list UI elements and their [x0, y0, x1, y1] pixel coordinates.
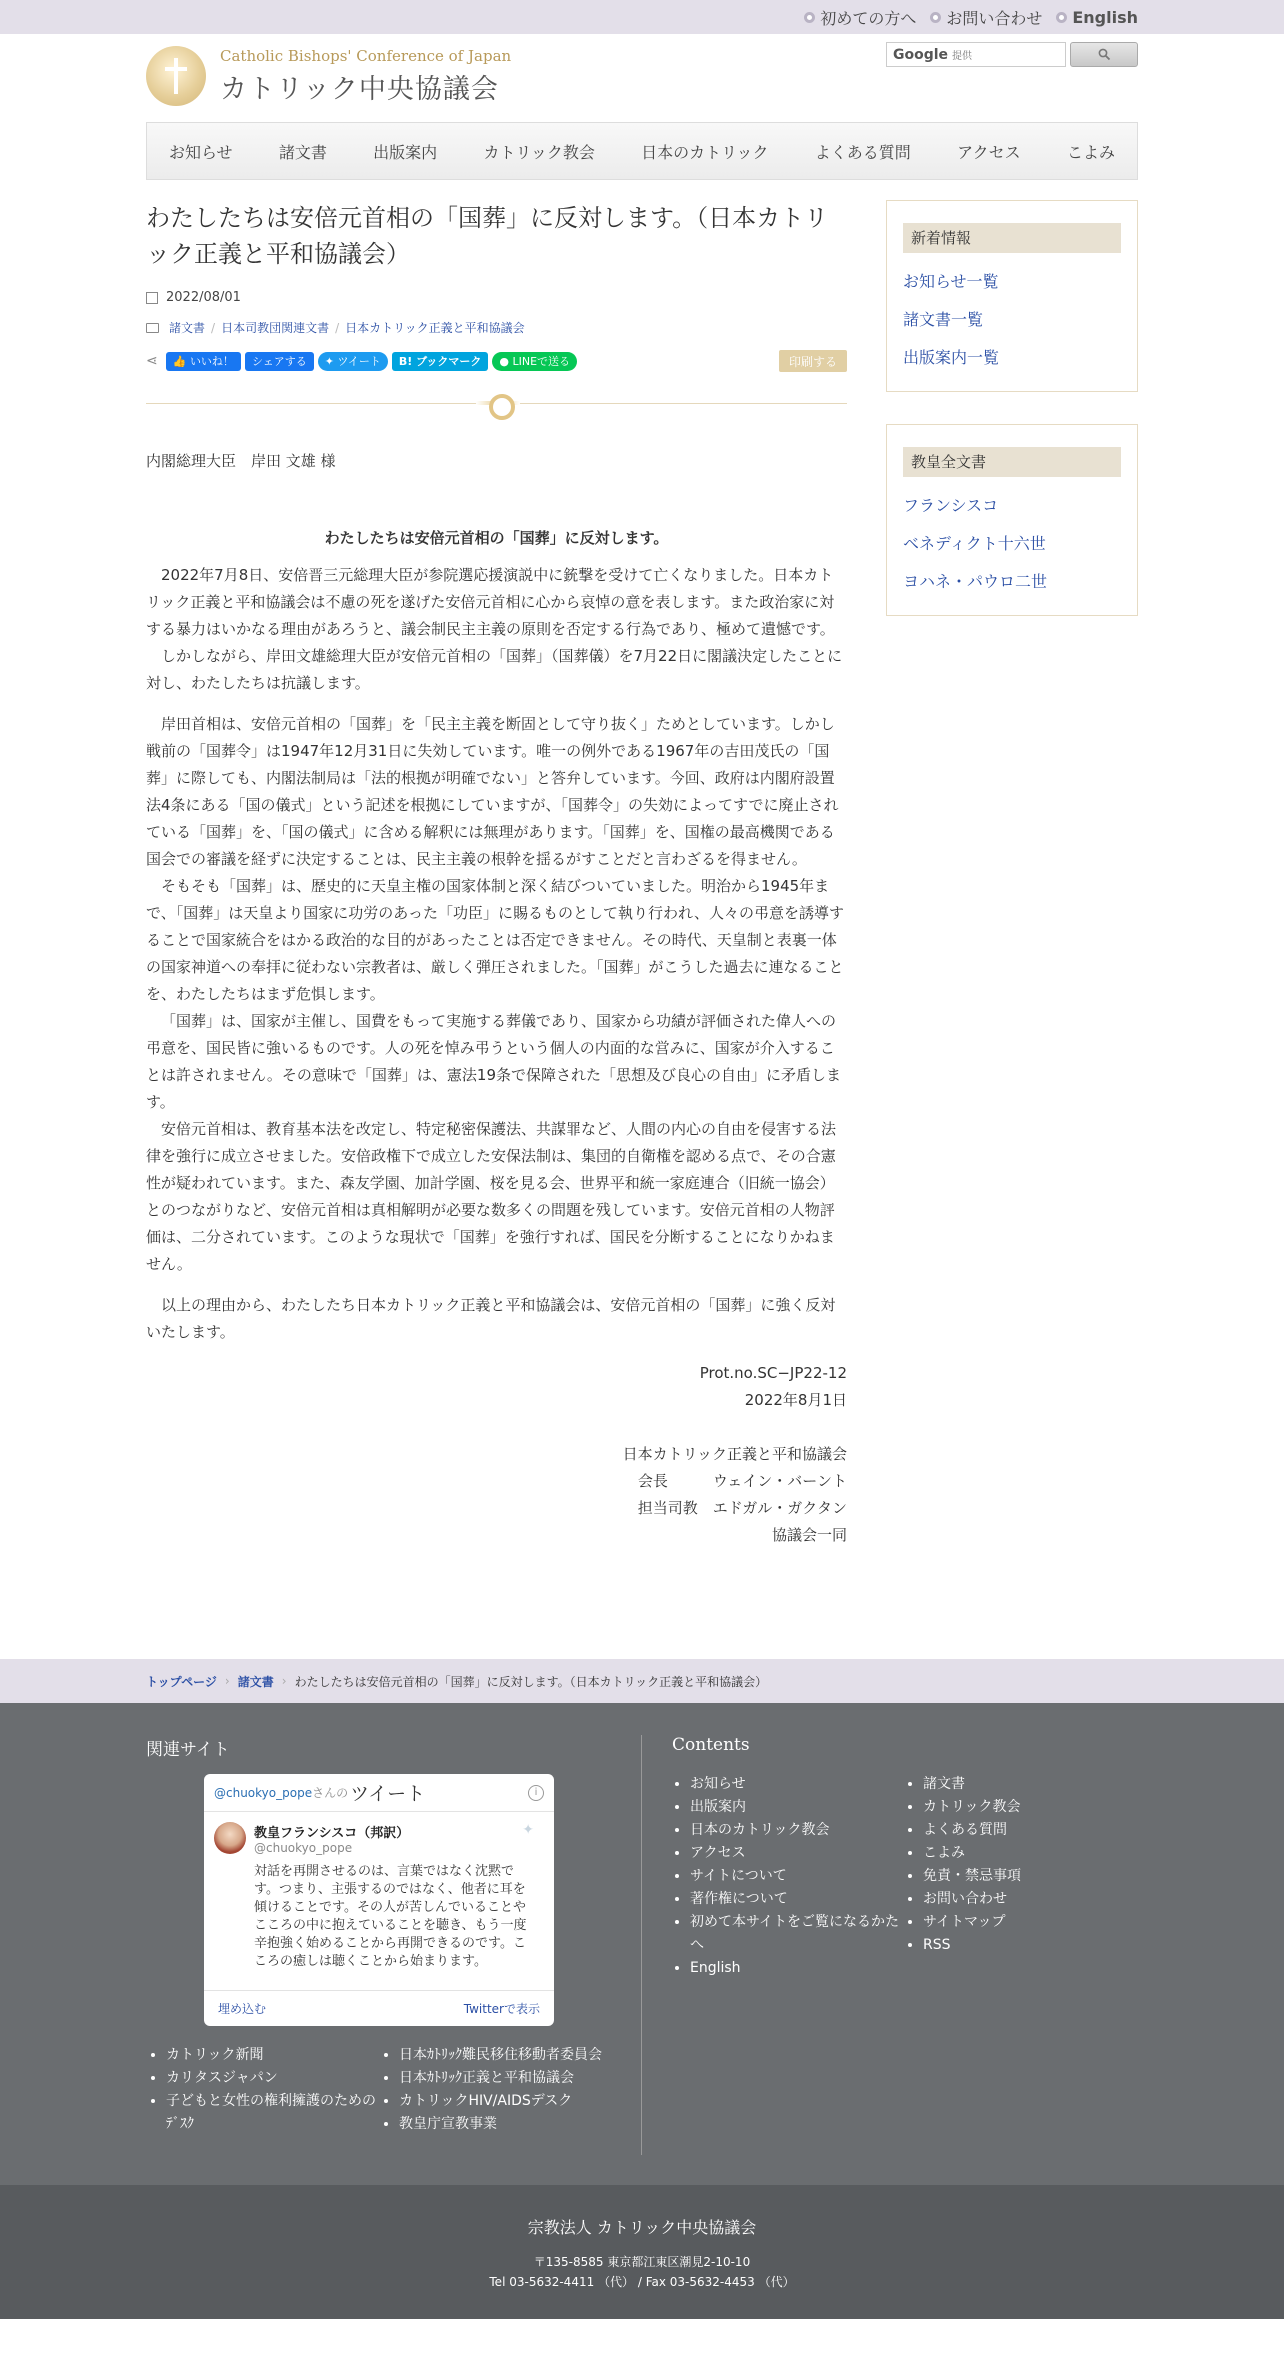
nav-calendar[interactable]: こよみ	[1066, 142, 1115, 162]
addressee: 内閣総理大臣 岸田 文雄 様	[146, 452, 336, 470]
bullet-icon	[930, 12, 941, 23]
logo-english-name: Catholic Bishops' Conference of Japan	[220, 46, 512, 65]
footer-link[interactable]: 諸文書	[923, 1776, 965, 1792]
tweet-text: 対話を再開させるのは、言葉ではなく沈黙です。つまり、主張するのではなく、他者に耳を傾けることです。その人が苦しんでいることやこころの中に抱えていることを聴き、もう一度辛抱強く始めることから再開できるのです。こころの癒しは聴くことから始まります。	[254, 1864, 527, 1969]
footer-link[interactable]: 免責・禁忌事項	[923, 1868, 1021, 1884]
contact-link[interactable]	[930, 6, 1042, 29]
tweet-footer	[204, 1990, 554, 2026]
category-link[interactable]: 日本カトリック正義と平和協議会	[345, 321, 525, 335]
footer-link[interactable]: よくある質問	[923, 1822, 1007, 1838]
signatory-bishop: 担当司教 エドガル・ガクタン	[637, 1499, 847, 1517]
info-icon[interactable]: i	[528, 1785, 544, 1801]
contact-label: お問い合わせ	[946, 8, 1043, 28]
top-utility-bar	[0, 0, 1284, 34]
related-link[interactable]: 子どもと女性の権利擁護のためのﾃﾞｽｸ	[166, 2093, 376, 2132]
footer-bottom	[0, 2185, 1284, 2319]
footer-link[interactable]: サイトマップ	[923, 1914, 1006, 1930]
twitter-bird-icon: ✦	[522, 1822, 534, 1838]
paragraph: 岸田首相は、安倍元首相の「国葬」を「民主主義を断固として守り抜く」ためとしています。しかし戦前の「国葬令」は1947年12月31日に失効しています。唯一の例外である1967年の吉田茂氏の「国葬」に際しても、内閣法制局は「法的根拠が明確でない」と答弁しています。今回、政府は内閣府設置法4条にある「国の儀式」という記述を根拠にしていますが、「国葬令」の失効によってすでに廃止されている「国葬」を、「国の儀式」に含める解釈には無理があります。「国葬」を、国権の最高機関である国会での審議を経ずに決定することは、民主主義の根幹を揺るがすことだと言わざるを得ません。	[146, 715, 839, 868]
site-search	[886, 42, 1138, 67]
sidebar-news-list-link[interactable]: お知らせ一覧	[903, 272, 999, 291]
separator: /	[211, 320, 216, 335]
footer-link[interactable]: アクセス	[690, 1845, 746, 1861]
site-logo[interactable]	[146, 46, 511, 106]
chevron-right-icon: ›	[281, 1674, 287, 1688]
logo-japanese-name: カトリック中央協議会	[220, 73, 499, 105]
signing-organization: 日本カトリック正義と平和協議会	[622, 1445, 847, 1463]
sidebar-pope-john-paul-link[interactable]: ヨハネ・パウロ二世	[903, 572, 1048, 591]
paragraph: 「国葬」は、国家が主催し、国費をもって実施する葬儀であり、国家から功績が評価された偉人への弔意を、国民皆に強いるものです。人の死を悼み弔うという個人の内面的な営みに、国家が介入することは許されません。その意味で「国葬」は、憲法19条で保障された「思想及び良心の自由」に矛盾します。	[146, 1012, 841, 1111]
footer-link[interactable]: 日本のカトリック教会	[690, 1822, 830, 1838]
calendar-icon	[146, 292, 158, 304]
facebook-share-button[interactable]: シェアする	[245, 352, 314, 371]
ornament-icon	[476, 393, 520, 413]
footer-link[interactable]: サイトについて	[690, 1868, 787, 1884]
related-link[interactable]: カリタスジャパン	[166, 2070, 278, 2086]
related-sites	[146, 1735, 641, 2155]
english-label: English	[1072, 7, 1138, 27]
sidebar	[886, 200, 1138, 1549]
news-box-title: 新着情報	[903, 223, 1121, 253]
tweet-handle-link[interactable]: @chuokyo_pope	[214, 1785, 313, 1800]
date-text: 2022/08/01	[166, 290, 241, 305]
tweet-button[interactable]	[318, 352, 388, 371]
tweet-author-handle: @chuokyo_pope	[254, 1841, 353, 1855]
nav-publications[interactable]: 出版案内	[373, 142, 438, 162]
main-nav	[146, 122, 1138, 180]
breadcrumb-section-link[interactable]: 諸文書	[237, 1674, 274, 1689]
view-on-twitter-link[interactable]: Twitterで表示	[463, 2002, 540, 2016]
related-link[interactable]: 日本ｶﾄﾘｯｸ難民移住移動者委員会	[399, 2047, 602, 2063]
related-sites-title: 関連サイト	[146, 1740, 230, 1760]
footer-link[interactable]: 初めて本サイトをご覧になるかたへ	[690, 1914, 900, 1953]
line-icon: ●	[499, 354, 513, 368]
bullet-icon	[804, 12, 815, 23]
document-heading: わたしたちは安倍元首相の「国葬」に反対します。	[324, 529, 669, 547]
avatar[interactable]	[214, 1822, 246, 1854]
folder-icon	[146, 323, 159, 333]
thumbs-up-icon: 👍	[172, 354, 190, 368]
site-header	[146, 34, 1138, 122]
signed-date: 2022年8月1日	[744, 1391, 847, 1409]
news-box	[886, 200, 1138, 392]
paragraph: しかしながら、岸田文雄総理大臣が安倍元首相の「国葬」（国葬儀）を7月22日に閣議決定したことに対し、わたしたちは抗議します。	[146, 647, 843, 692]
category-list	[146, 319, 847, 336]
english-link[interactable]	[1056, 8, 1138, 27]
tweet-suffix: さんの	[312, 1786, 349, 1800]
footer-link[interactable]: RSS	[923, 1937, 951, 1953]
paragraph: 2022年7月8日、安倍晋三元総理大臣が参院選応援演説中に銃撃を受けて亡くなりました。日本カトリック正義と平和協議会は不慮の死を遂げた安倍元首相に心から哀悼の意を表します。また政治家に対する暴力はいかなる理由があろうと、議会制民主主義の原則を否定する行為であり、極めて遺憾です。	[146, 566, 835, 638]
search-icon	[1098, 48, 1111, 61]
embed-link[interactable]: 埋め込む	[218, 2002, 267, 2016]
share-icon: ⋖	[146, 353, 158, 369]
signatory-all: 協議会一同	[771, 1526, 847, 1544]
nav-catholic-church[interactable]: カトリック教会	[483, 142, 595, 162]
pope-documents-box	[886, 424, 1138, 616]
nav-access[interactable]: アクセス	[957, 142, 1021, 162]
sidebar-pope-francis-link[interactable]: フランシスコ	[903, 496, 999, 515]
footer-link[interactable]: 著作権について	[690, 1891, 788, 1907]
page-title: わたしたちは安倍元首相の「国葬」に反対します。（日本カトリック正義と平和協議会）	[146, 204, 829, 268]
google-brand: Google	[893, 46, 949, 63]
footer-link[interactable]: お問い合わせ	[923, 1891, 1007, 1907]
paragraph: 以上の理由から、わたしたち日本カトリック正義と平和協議会は、安倍元首相の「国葬」に強く反対いたします。	[146, 1296, 836, 1341]
line-share-button[interactable]	[492, 352, 577, 371]
ornamental-divider	[146, 394, 847, 412]
paragraph: 安倍元首相は、教育基本法を改定し、特定秘密保護法、共謀罪など、人間の内心の自由を侵害する法律を強行に成立させました。安倍政権下で成立した安保法制は、集団的自衛権を認める点で、その合憲性が疑われています。また、森友学園、加計学園、桜を見る会、世界平和統一家庭連合（旧統一協会）とのつながりなど、安倍元首相は真相解明が必要な数多くの問題を残しています。安倍元首相の人物評価は、二分されています。このような現状で「国葬」を強行すれば、国民を分断することになりかねません。	[146, 1120, 837, 1273]
tweet-label: ツイート	[337, 355, 381, 368]
breadcrumb-home-link[interactable]: トップページ	[146, 1674, 217, 1689]
bullet-icon	[1056, 12, 1067, 23]
search-provider-label: 提供	[952, 51, 973, 62]
footer-address: 〒135-8585 東京都江東区潮見2-10-10	[533, 2255, 751, 2269]
facebook-like-button[interactable]	[166, 352, 241, 371]
sidebar-documents-list-link[interactable]: 諸文書一覧	[903, 310, 984, 329]
nav-documents[interactable]: 諸文書	[278, 142, 327, 162]
contents-title: Contents	[672, 1735, 750, 1755]
post-date	[146, 290, 847, 305]
footer-link[interactable]: English	[690, 1960, 741, 1976]
article	[146, 200, 847, 1549]
related-links	[146, 2044, 641, 2136]
footer-divider	[641, 1735, 642, 2155]
pope-box-title: 教皇全文書	[903, 447, 1121, 477]
article-body	[146, 448, 847, 1549]
paragraph: そもそも「国葬」は、歴史的に天皇主権の国家体制と深く結びついていました。明治から1945年まで、「国葬」は天皇より国家に功労のあった「功臣」に賜るものとして執り行われ、人々の弔意を誘導することで国家統合をはかる政治的な目的があったことは否定できません。その時代、天皇制と表裏一体の国家神道への奉拝に従わない宗教者は、厳しく弾圧されました。「国葬」がこうした過去に連なることを、わたしたちはまず危惧します。	[146, 877, 844, 1003]
search-button[interactable]	[1070, 42, 1138, 67]
tweet-header	[204, 1774, 554, 1812]
tweet-body	[204, 1812, 554, 1971]
separator: /	[335, 320, 340, 335]
site-footer	[0, 1703, 1284, 2185]
share-bar	[146, 350, 847, 372]
related-link[interactable]: カトリックHIV/AIDSデスク	[399, 2093, 573, 2109]
footer-link[interactable]: 出版案内	[690, 1799, 746, 1815]
first-visit-link[interactable]	[804, 6, 916, 29]
nav-faq[interactable]: よくある質問	[814, 142, 911, 162]
protocol-number: Prot.no.SC−JP22-12	[699, 1364, 847, 1382]
footer-link[interactable]: お知らせ	[690, 1776, 746, 1792]
cross-logo-icon	[146, 46, 206, 106]
signatory-chair: 会長 ウェイン・バーント	[637, 1472, 847, 1490]
twitter-icon: ✦	[324, 354, 338, 368]
embedded-tweet	[204, 1774, 554, 2026]
footer-phone: Tel 03-5632-4411 （代） / Fax 03-5632-4453 （代）	[489, 2275, 795, 2289]
hatena-bookmark-button[interactable]	[392, 352, 488, 371]
related-link[interactable]: カトリック新聞	[166, 2047, 264, 2063]
sidebar-publications-list-link[interactable]: 出版案内一覧	[903, 348, 1000, 367]
sidebar-pope-benedict-link[interactable]: ベネディクト十六世	[903, 534, 1046, 553]
nav-japan-catholic[interactable]: 日本のカトリック	[641, 142, 769, 162]
contents-links	[672, 1735, 1138, 2155]
category-link[interactable]: 日本司教団関連文書	[221, 321, 330, 335]
hatena-icon: B!	[398, 354, 417, 368]
footer-link[interactable]: カトリック教会	[923, 1799, 1021, 1815]
like-label: いいね！	[189, 355, 234, 368]
print-button[interactable]: 印刷する	[779, 350, 847, 372]
related-link[interactable]: 日本ｶﾄﾘｯｸ正義と平和協議会	[399, 2070, 574, 2086]
tweet-author-name[interactable]: 教皇フランシスコ（邦訳）	[254, 1826, 410, 1841]
chevron-right-icon: ›	[224, 1674, 230, 1688]
breadcrumb	[0, 1659, 1284, 1703]
footer-link[interactable]: こよみ	[923, 1845, 965, 1861]
breadcrumb-current: わたしたちは安倍元首相の「国葬」に反対します。（日本カトリック正義と平和協議会）	[294, 1674, 768, 1689]
bookmark-label: ブックマーク	[416, 355, 482, 368]
nav-news[interactable]: お知らせ	[169, 142, 233, 162]
tweet-title: ツイート	[350, 1783, 426, 1805]
related-link[interactable]: 教皇庁宣教事業	[399, 2116, 497, 2132]
line-label: LINEで送る	[512, 355, 571, 368]
first-visit-label: 初めての方へ	[820, 8, 917, 28]
footer-org-name: 宗教法人 カトリック中央協議会	[527, 2218, 757, 2237]
search-input[interactable]	[886, 42, 1066, 67]
category-link[interactable]: 諸文書	[169, 321, 206, 335]
